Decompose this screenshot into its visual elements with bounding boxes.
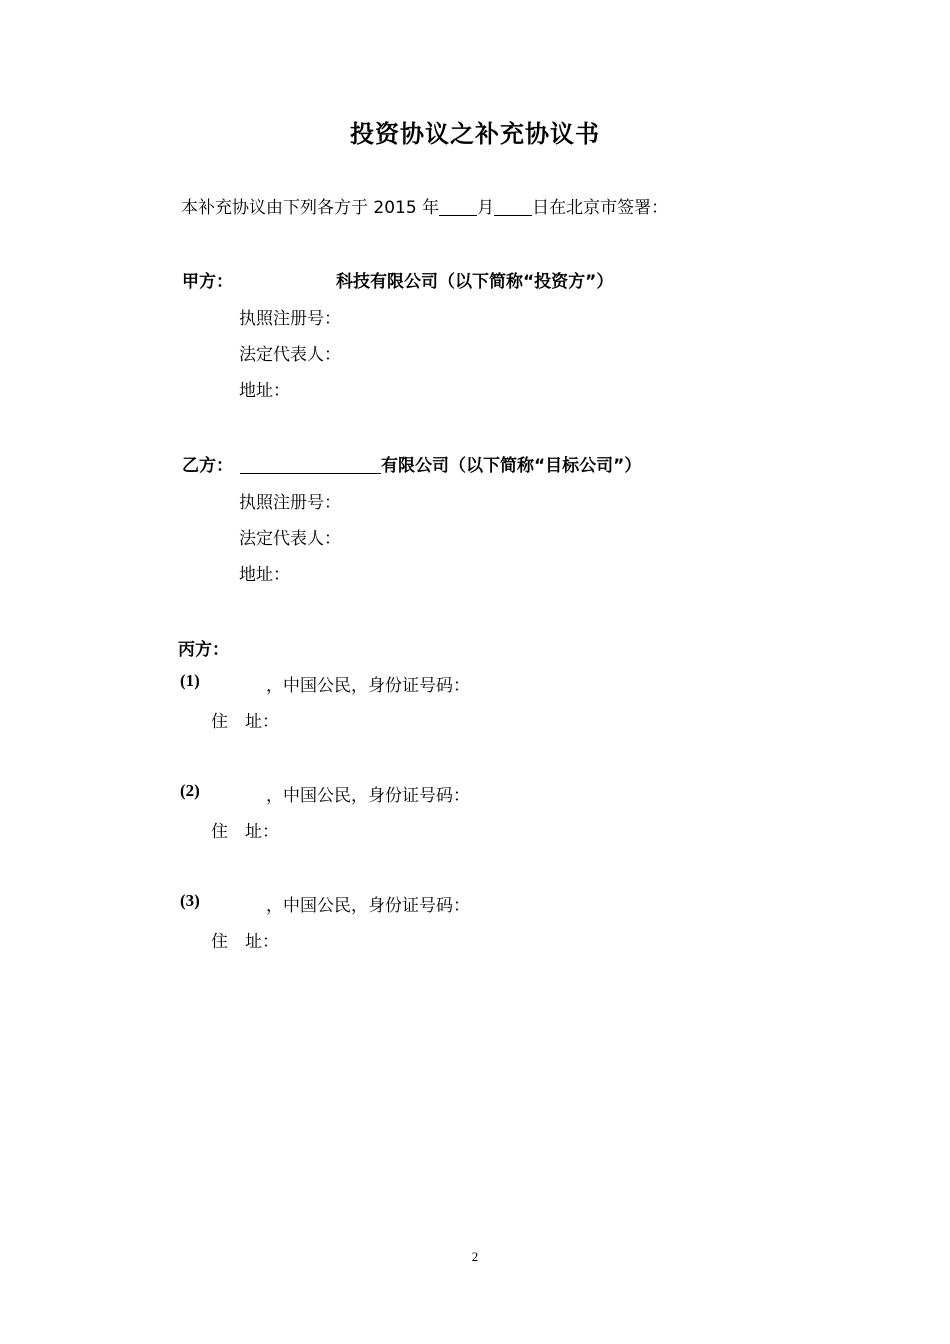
person-number: (2) [180,781,200,800]
page-number: 2 [471,1249,479,1264]
day-blank [494,198,532,216]
intro-month: 月 [477,198,495,218]
party-a-license: 执照注册号： [239,309,341,329]
person-info: ，中国公民，身份证号码： [266,896,470,916]
party-a-name: 科技有限公司（以下简称“投资方”） [336,272,614,292]
person-number: (3) [180,891,200,910]
party-b-rep: 法定代表人： [239,529,341,549]
person-address: 住 址： [211,932,279,952]
party-a-address: 地址： [239,381,290,401]
person-info: ，中国公民，身份证号码： [266,676,470,696]
intro-line [181,193,668,218]
intro-after-day: 日在北京市签署： [532,198,669,218]
party-a-rep: 法定代表人： [239,345,341,365]
party-a-label: 甲方： [182,272,233,292]
document-title: 投资协议之补充协议书 [350,120,600,148]
party-b-name-blank [240,456,381,474]
party-c-label: 丙方： [178,640,229,660]
party-b-license: 执照注册号： [239,493,341,513]
party-b-address: 地址： [239,565,290,585]
person-info: ，中国公民，身份证号码： [266,786,470,806]
intro-before-year: 本补充协议由下列各方于 2015 年 [181,198,440,218]
month-blank [439,198,477,216]
person-number: (1) [180,671,200,690]
party-b-name-line [240,451,641,476]
person-address: 住 址： [211,822,279,842]
person-address: 住 址： [211,712,279,732]
party-b-label: 乙方： [182,456,233,476]
party-b-name: 有限公司（以下简称“目标公司”） [381,456,642,476]
